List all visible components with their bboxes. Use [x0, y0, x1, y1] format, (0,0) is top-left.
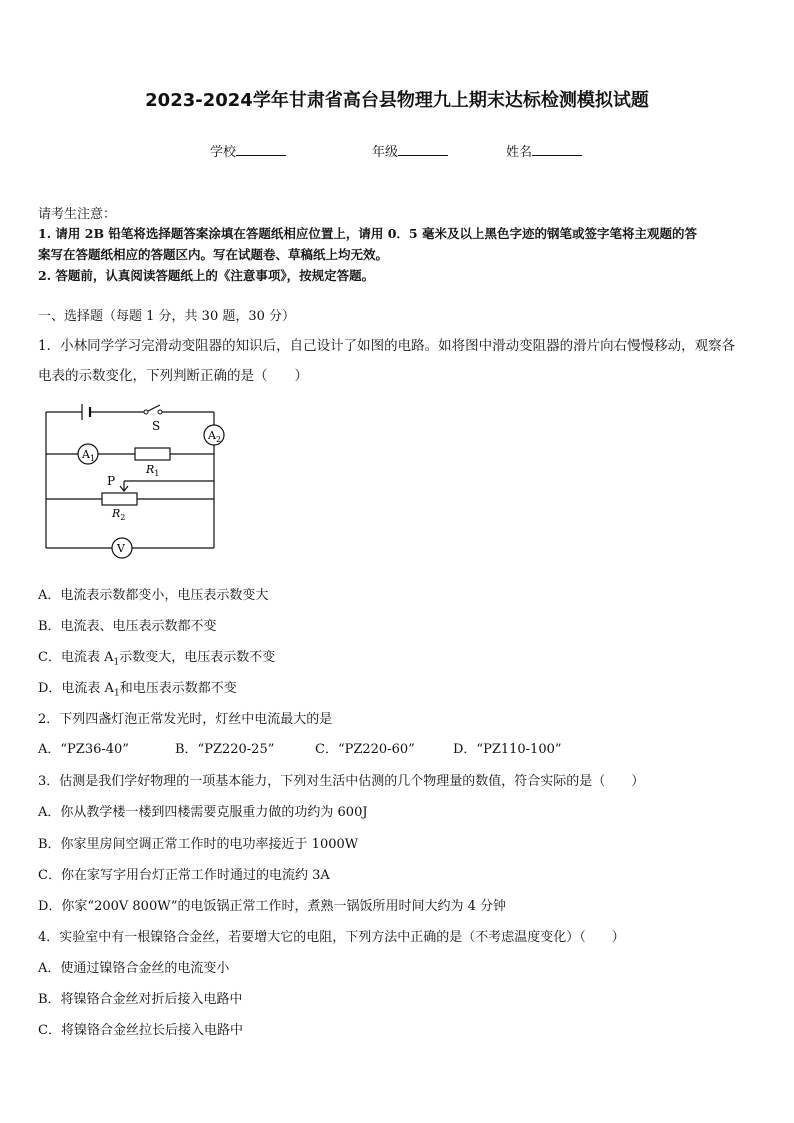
notice-line-2: 2. 答题前，认真阅读答题纸上的《注意事项》，按规定答题。	[38, 268, 375, 283]
q4-stem: 4．实验室中有一根镍铬合金丝，若要增大它的电阻，下列方法中正确的是（不考虑温度变化）（ ）	[38, 930, 625, 945]
notice-line-1b: 案写在答题纸相应的答题区内。写在试题卷、草稿纸上均无效。	[38, 247, 389, 262]
grade-label: 年级	[372, 145, 399, 160]
name-blank	[532, 143, 582, 156]
exam-title: 2023-2024学年甘肃省高台县物理九上期末达标检测模拟试题	[145, 90, 649, 111]
school-field	[210, 141, 286, 160]
q2-option-c: C．“PZ220-60”	[315, 742, 415, 757]
q3-option-b: B．你家里房间空调正常工作时的电功率接近于 1000W	[38, 837, 359, 852]
voltmeter-label: V	[117, 542, 125, 555]
q1-option-a: A．电流表示数都变小，电压表示数变大	[38, 588, 269, 603]
q1-option-c: C．电流表 $A_1$示数变大，电压表示数不变	[38, 650, 276, 668]
name-label: 姓名	[506, 145, 533, 160]
q1-option-b: B．电流表、电压表示数都不变	[38, 619, 217, 634]
q1-circuit-diagram	[40, 398, 240, 560]
school-label: 学校	[210, 145, 237, 160]
ammeter-a1-label: $A_1$	[82, 448, 96, 463]
q3-stem: 3．估测是我们学好物理的一项基本能力，下列对生活中估测的几个物理量的数值，符合实际的是（ ）	[38, 774, 645, 789]
q2-option-d: D．“PZ110-100”	[453, 742, 562, 757]
school-blank	[236, 143, 286, 156]
r1-label: $R_1$	[146, 463, 160, 478]
notice-heading: 请考生注意：	[38, 207, 117, 222]
q4-option-c: C．将镍铬合金丝拉长后接入电路中	[38, 1023, 243, 1038]
q3-option-c: C．你在家写字用台灯正常工作时通过的电流约 3A	[38, 868, 330, 883]
q2-stem: 2．下列四盏灯泡正常发光时，灯丝中电流最大的是	[38, 712, 333, 727]
q2-option-b: B．“PZ220-25”	[175, 742, 275, 757]
r2-label: $R_2$	[112, 507, 126, 522]
name-field	[506, 141, 582, 160]
grade-blank	[398, 143, 448, 156]
q4-option-b: B．将镍铬合金丝对折后接入电路中	[38, 992, 243, 1007]
q1-stem-line2: 电表的示数变化，下列判断正确的是（ ）	[38, 368, 308, 384]
resistor-r1	[135, 448, 170, 460]
q3-option-d: D．你家“200V 800W”的电饭锅正常工作时，煮熟一锅饭所用时间大约为 4 分钟	[38, 899, 507, 914]
grade-field	[372, 141, 448, 160]
q3-option-a: A．你从教学楼一楼到四楼需要克服重力做的功约为 600J	[38, 805, 368, 820]
resistor-r2	[102, 493, 137, 505]
q1-stem-line1: 1．小林同学学习完滑动变阻器的知识后，自己设计了如图的电路。如将图中滑动变阻器的滑片向右慢慢移动，观察各	[38, 338, 736, 354]
q1-option-d: D．电流表 $A_1$和电压表示数都不变	[38, 681, 237, 699]
q2-option-a: A．“PZ36-40”	[38, 742, 129, 757]
ammeter-a2-label: $A_2$	[208, 429, 222, 444]
slider-label: P	[107, 474, 116, 488]
section-heading: 一、选择题（每题 1 分，共 30 题，30 分）	[38, 309, 296, 324]
switch-label: S	[152, 419, 161, 433]
notice-line-1: 1. 请用 2B 铅笔将选择题答案涂填在答题纸相应位置上，请用 0．5 毫米及以上黑色字迹的钢笔或签字笔将主观题的答	[38, 226, 697, 241]
q4-option-a: A．使通过镍铬合金丝的电流变小	[38, 961, 230, 976]
